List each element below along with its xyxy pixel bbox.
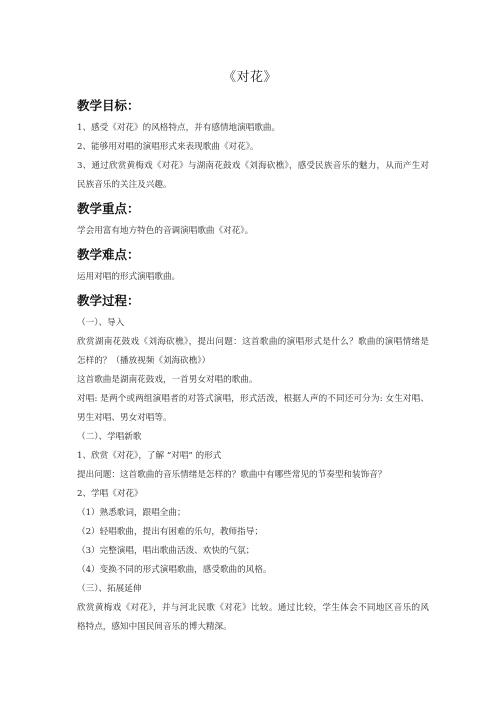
process-item: （3）完整演唱，唱出歌曲活泼、欢快的气氛； [77,546,255,556]
objective-item: 民族音乐的关注及兴趣。 [77,180,172,190]
process-item: （二）、学唱新歌 [77,432,142,442]
key-points-heading: 教学重点： [77,201,140,216]
key-point-item: 学会用富有地方特色的音调演唱歌曲《对花》。 [77,226,254,236]
process-item: 对唱: 是两个或两组演唱者的对答式演唱，形式活泼，根据人声的不同还可分为: 女生对唱、 [77,394,429,404]
process-item: 格特点，感知中国民间音乐的博大精深。 [77,622,232,632]
objective-item: 1、感受《对花》的风格特点，并有感情地演唱歌曲。 [77,123,281,133]
process-heading: 教学过程： [77,293,140,308]
difficulty-item: 运用对唱的形式演唱歌曲。 [77,272,181,282]
process-item: （一）、导入 [77,318,125,328]
process-item: （1）熟悉歌词，跟唱全曲； [77,508,186,518]
process-item: 欣赏黄梅戏《对花》，并与河北民歌《对花》比较。通过比较，学生体会不同地区音乐的风 [77,603,429,613]
process-item: 欣赏湖南花鼓戏《刘海砍樵》，提出问题：这首歌曲的演唱形式是什么？歌曲的演唱情绪是 [77,337,429,347]
difficulties-heading: 教学难点： [77,247,140,262]
process-item: （三）、拓展延伸 [77,584,142,594]
objectives-heading: 教学目标： [77,98,140,113]
document-title: 《对花》 [222,70,277,85]
objective-item: 3、通过欣赏黄梅戏《对花》与湖南花鼓戏《刘海砍樵》，感受民族音乐的魅力，从而产生对 [77,161,429,171]
process-item: （2）轻唱歌曲，提出有困难的乐句，教师指导； [77,527,263,537]
process-item: 2、学唱《对花》 [77,489,143,499]
process-item: 这首歌曲是湖南花鼓戏，一首男女对唱的歌曲。 [77,375,258,385]
process-item: 1、欣赏《对花》，了解 “对唱” 的形式 [77,451,222,461]
process-item: （4）变换不同的形式演唱歌曲，感受歌曲的风格。 [77,565,272,575]
process-item: 男生对唱、男女对唱等。 [77,413,172,423]
process-item: 提出问题：这首歌曲的音乐情绪是怎样的？歌曲中有哪些常见的节奏型和装饰音？ [77,470,387,480]
objective-item: 2、能够用对唱的演唱形式来表现歌曲《对花》。 [77,142,259,152]
process-item: 怎样的？（播放视频《刘海砍樵》） [77,356,211,366]
